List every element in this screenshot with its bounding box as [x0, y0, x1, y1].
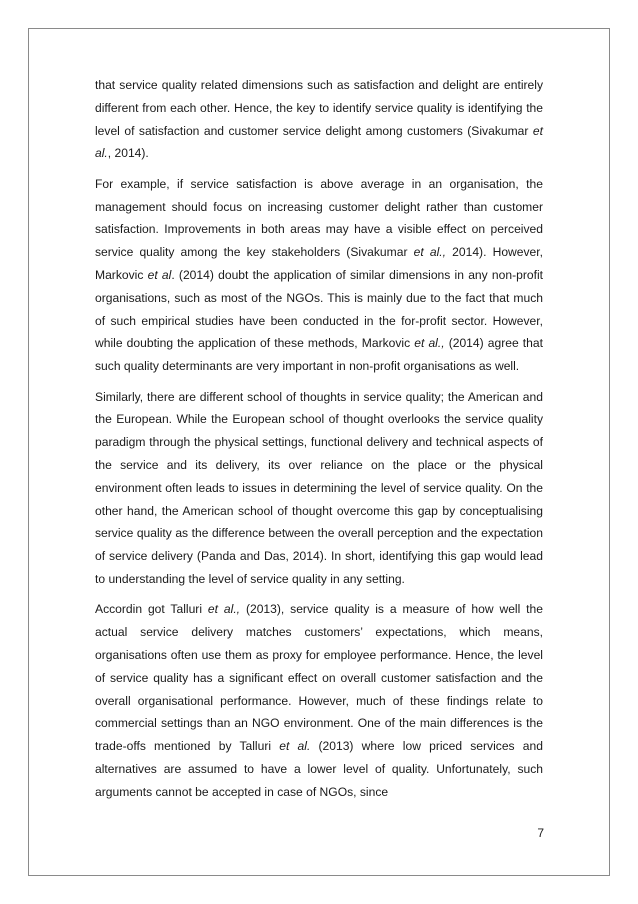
- paragraph: [95, 74, 543, 165]
- text-run: , 2014).: [107, 146, 149, 161]
- italic-text-run: et al: [147, 267, 172, 282]
- text-run: (2013) where low priced services and alternatives are assumed to have a lower level of quality. Unfortunately, such arguments cannot be accepted in case of NGOs, since: [95, 739, 543, 799]
- document-body: [95, 74, 543, 811]
- text-run: Accordin got Talluri: [95, 602, 208, 617]
- text-run: . (2014) doubt the application of similar dimensions in any non-profit organisations, such as most of the NGOs. This is mainly due to the fact that much of such empirical studies have been conducted in the for-profit sector. However, while doubting the application of these methods, Markovic: [95, 267, 544, 351]
- text-run: (2014) agree that such quality determinants are very important in non-profit organisations as well.: [95, 336, 543, 374]
- page-number: 7: [537, 826, 544, 840]
- italic-text-run: et al.,: [207, 602, 241, 617]
- italic-text-run: et al.,: [414, 336, 445, 351]
- italic-text-run: et al.: [95, 123, 543, 161]
- paragraph: [95, 173, 543, 378]
- italic-text-run: et al.,: [413, 245, 446, 260]
- paragraph: [95, 598, 543, 803]
- paragraph: [95, 386, 543, 591]
- italic-text-run: et al.: [279, 739, 311, 754]
- text-run: For example, if service satisfaction is above average in an organisation, the management should focus on increasing customer delight rather than customer satisfaction. Improvements in both areas may have a visible effect on perceived service quality among the key stakeholders (Sivakumar: [95, 176, 543, 260]
- text-run: 2014). However, Markovic: [95, 245, 543, 282]
- text-run: Similarly, there are different school of thoughts in service quality; the American and the European. While the European school of thought overlooks the service quality paradigm through the physical settings, functional delivery and technical aspects of the service and its delivery, its over reliance on the place or the physical environment often leads to issues in determining the level of service quality. On the other hand, the American school of thought overcome this gap by conceptualising service quality as the difference between the overall perception and the expectation of service delivery (Panda and Das, 2014). In short, identifying this gap would lead to understanding the level of service quality in any setting.: [95, 389, 543, 586]
- text-run: (2013), service quality is a measure of how well the actual service delivery matches customers’ expectations, which means, organisations often use them as proxy for employee performance. Hence, the level of service quality has a significant effect on overall customer satisfaction and the overall organisational performance. However, much of these findings relate to commercial settings than an NGO environment. One of the main differences is the trade-offs mentioned by Talluri: [95, 602, 543, 754]
- text-run: that service quality related dimensions such as satisfaction and delight are entirely different from each other. Hence, the key to identify service quality is identifying the level of satisfaction and customer service delight among customers (Sivakumar: [95, 78, 543, 138]
